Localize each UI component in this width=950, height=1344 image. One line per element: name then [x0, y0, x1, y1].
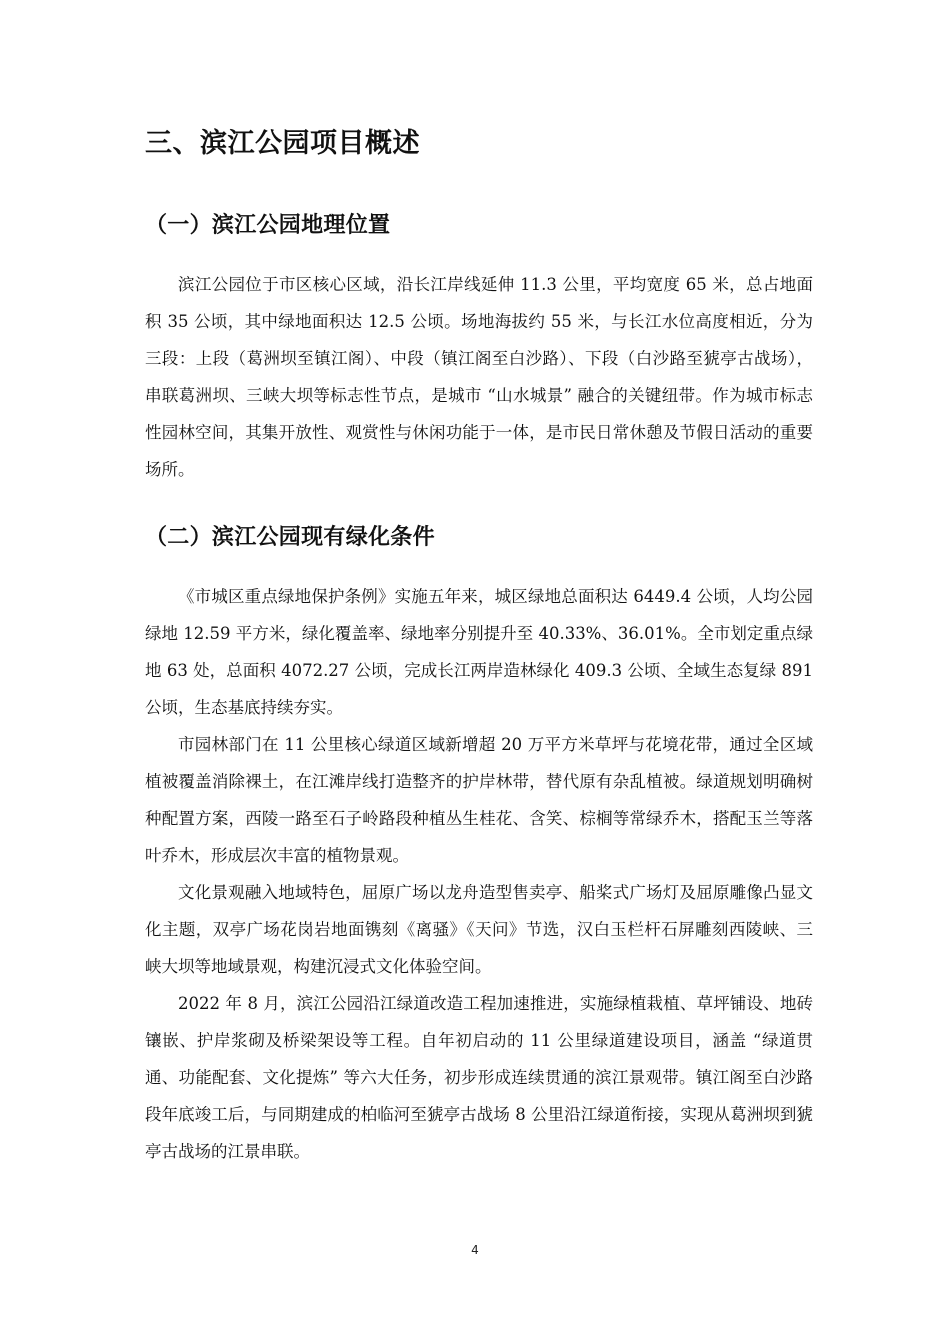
- paragraph-greening-regulation: 《市城区重点绿地保护条例》实施五年来，城区绿地总面积达 6449.4 公顷，人均公园绿地 12.59 平方米，绿化覆盖率、绿地率分别提升至 40.33%、36.01%。全市划定重点绿地 63 处，总面积 4072.27 公顷，完成长江两岸造林绿化 409.3 公顷、全域生态复绿 891 公顷，生态基底持续夯实。: [145, 587, 813, 717]
- paragraph-greening-culture: 文化景观融入地域特色，屈原广场以龙舟造型售卖亭、船桨式广场灯及屈原雕像凸显文化主题，双亭广场花岗岩地面镌刻《离骚》《天问》节选，汉白玉栏杆石屏雕刻西陵峡、三峡大坝等地域景观，构建沉浸式文化体验空间。: [145, 883, 813, 976]
- page-content: [145, 120, 813, 1170]
- subsection-heading-location: （一）滨江公园地理位置: [145, 213, 391, 238]
- subsection-heading-greening: （二）滨江公园现有绿化条件: [145, 525, 435, 550]
- paragraph-location: 滨江公园位于市区核心区域，沿长江岸线延伸 11.3 公里，平均宽度 65 米，总占地面积 35 公顷，其中绿地面积达 12.5 公顷。场地海拔约 55 米，与长江水位高度相近，分为三段：上段（葛洲坝至镇江阁）、中段（镇江阁至白沙路）、下段（白沙路至猇亭古战场），串联葛洲坝、三峡大坝等标志性节点，是城市 “山水城景” 融合的关键纽带。作为城市标志性园林空间，其集开放性、观赏性与休闲功能于一体，是市民日常休憩及节假日活动的重要场所。: [145, 275, 813, 479]
- paragraph-greening-planting: 市园林部门在 11 公里核心绿道区域新增超 20 万平方米草坪与花境花带，通过全区域植被覆盖消除裸土，在江滩岸线打造整齐的护岸林带，替代原有杂乱植被。绿道规划明确树种配置方案，西陵一路至石子岭路段种植丛生桂花、含笑、棕榈等常绿乔木，搭配玉兰等落叶乔木，形成层次丰富的植物景观。: [145, 735, 813, 865]
- section-title: 三、滨江公园项目概述: [145, 128, 420, 159]
- paragraph-greening-construction: 2022 年 8 月，滨江公园沿江绿道改造工程加速推进，实施绿植栽植、草坪铺设、地砖镶嵌、护岸浆砌及桥梁架设等工程。自年初启动的 11 公里绿道建设项目，涵盖 “绿道贯通、功能配套、文化提炼” 等六大任务，初步形成连续贯通的滨江景观带。镇江阁至白沙路段年底竣工后，与同期建成的柏临河至猇亭古战场 8 公里沿江绿道衔接，实现从葛洲坝到猇亭古战场的江景串联。: [145, 994, 813, 1161]
- page-number: 4: [471, 1243, 479, 1257]
